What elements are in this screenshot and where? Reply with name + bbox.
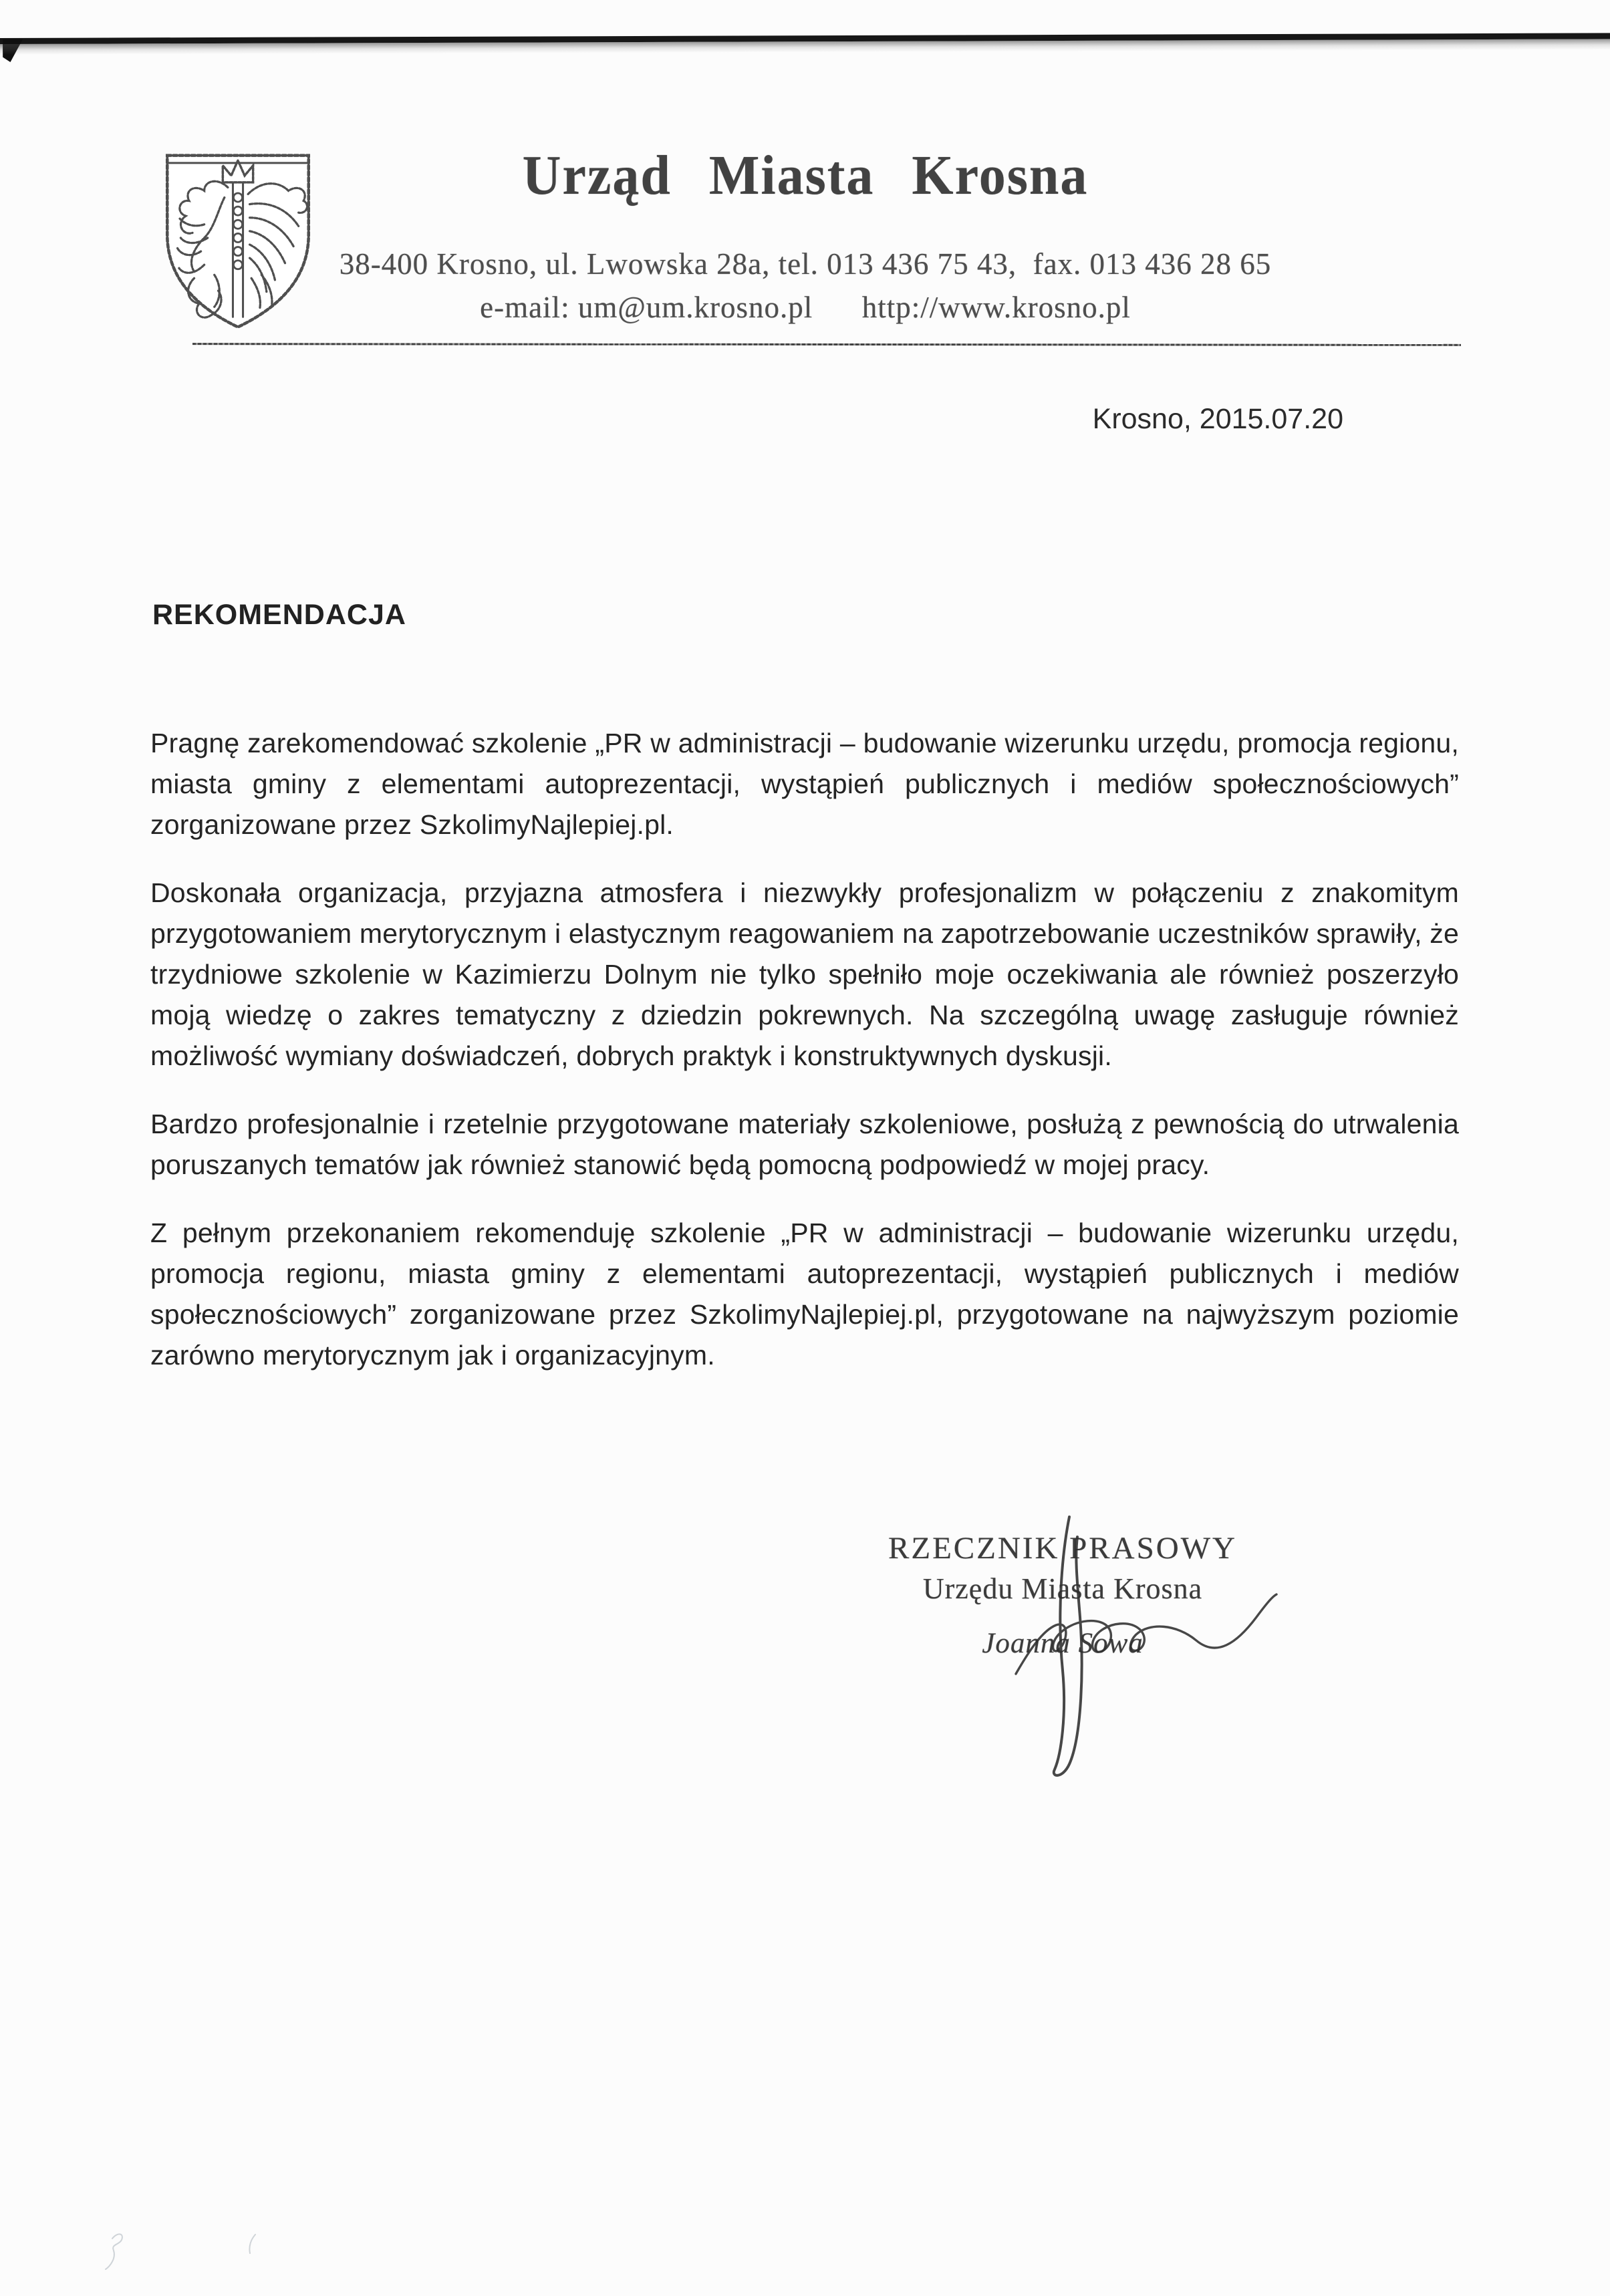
paragraph-1: Pragnę zarekomendować szkolenie „PR w administracji – budowanie wizerunku urzędu, promocja regionu, miasta gminy z elementami autoprezentacji, wystąpień publicznych i mediów społecznościowych” zorganizowane przez SzkolimyNajlepiej.pl. [150, 728, 1459, 840]
stamp-title: RZECZNIK PRASOWY [888, 1531, 1237, 1566]
handwritten-signature [922, 1497, 1297, 1791]
date-line: Krosno, 2015.07.20 [1092, 403, 1343, 435]
stamp-org: Urzędu Miasta Krosna [922, 1572, 1203, 1605]
coat-of-arms-logo [154, 147, 322, 335]
signer-name: Joanna Sowa [982, 1628, 1144, 1659]
paragraph-3: Bardzo profesjonalnie i rzetelnie przygotowane materiały szkoleniowe, posłużą z pewnością do utrwalenia poruszanych tematów jak również stanowić będą pomocną podpowiedź w mojej pracy. [150, 1109, 1459, 1180]
letterhead [314, 146, 1297, 325]
scan-artifact-bar [0, 33, 1610, 44]
krosno-coat-of-arms-icon [154, 147, 322, 335]
document-heading: REKOMENDACJA [152, 599, 406, 631]
org-name: Urząd Miasta Krosna [522, 145, 1089, 206]
letter-body [150, 723, 1459, 1403]
paragraph-2: Doskonała organizacja, przyjazna atmosfera i niezwykły profesjonalizm w połączeniu z znakomitym przygotowaniem merytorycznym i elastycznym reagowaniem na zapotrzebowanie uczestników sprawiły, że trzydniowe szkolenie w Kazimierzu Dolnym nie tylko spełniło moje oczekiwania ale również poszerzyło moją wiedzę o zakres tematyczny z dziedzin pokrewnych. Na szczególną uwagę zasługuje również możliwość wymiany doświadczeń, dobrych praktyk i konstruktywnych dyskusji. [150, 877, 1460, 1071]
org-contact-line: e-mail: um@um.krosno.pl http://www.krosno.pl [480, 291, 1131, 324]
faint-pen-marks [80, 2205, 548, 2292]
paragraph-4: Z pełnym przekonaniem rekomenduję szkolenie „PR w administracji – budowanie wizerunku urzędu, promocja regionu, miasta gminy z elementami autoprezentacji, wystąpień publicznych i mediów społecznościowych” zorganizowane przez SzkolimyNajlepiej.pl, przygotowane na najwyższym poziomie zarówno merytorycznym jak i organizacyjnym. [150, 1217, 1459, 1371]
letterhead-divider [192, 343, 1461, 346]
org-address-line: 38-400 Krosno, ul. Lwowska 28a, tel. 013 436 75 43, fax. 013 436 28 65 [339, 247, 1272, 281]
